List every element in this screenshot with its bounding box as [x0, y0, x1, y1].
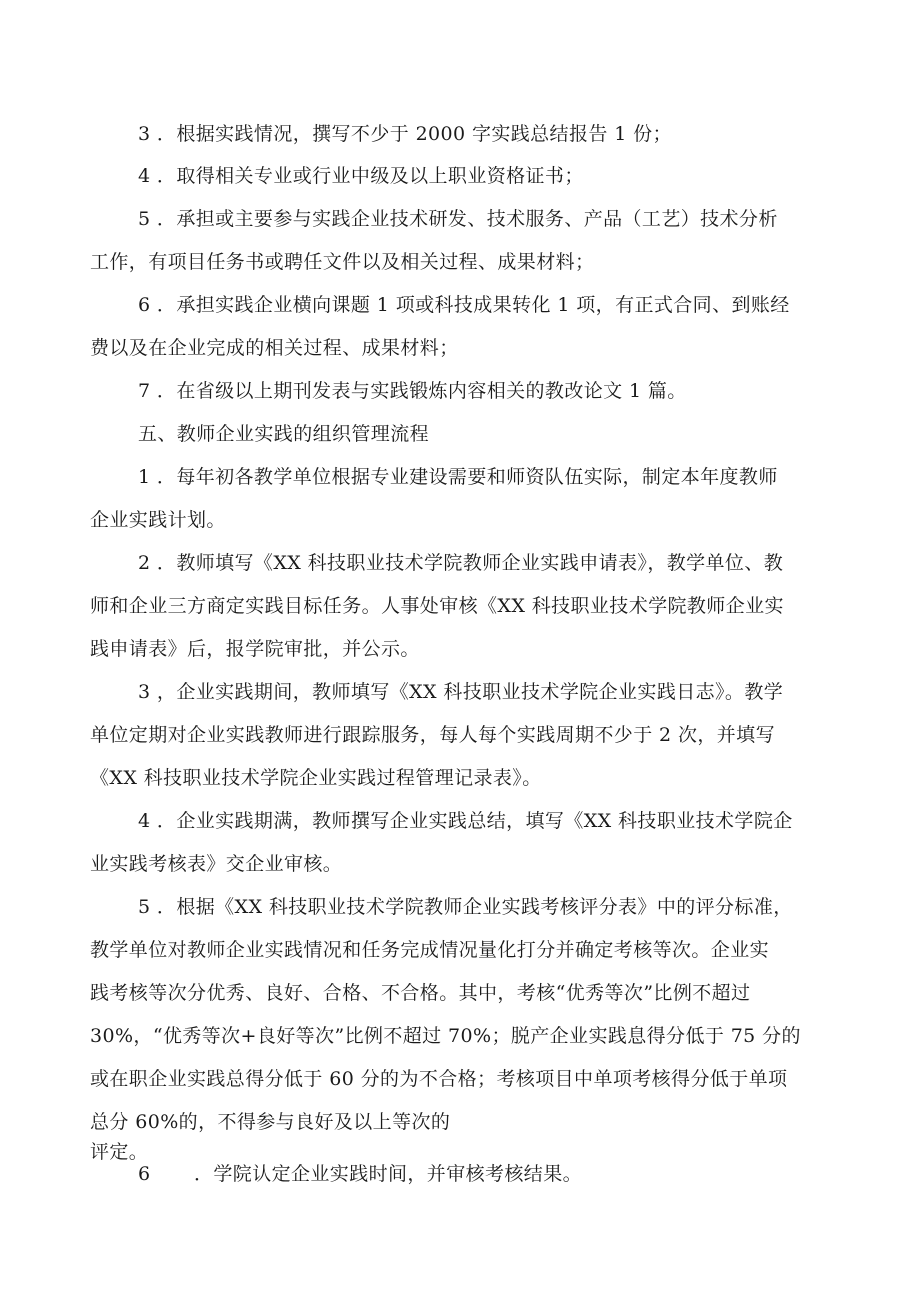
- text-line: 或在职企业实践总得分低于 60 分的为不合格；考核项目中单项考核得分低于单项: [90, 1068, 788, 1090]
- text-line: 《XX 科技职业技术学院企业实践过程管理记录表》。: [90, 767, 542, 789]
- text-line: 5 ．根据《XX 科技职业技术学院教师企业实践考核评分表》中的评分标准，: [138, 896, 793, 918]
- text-line: 6 ．承担实践企业横向课题 1 项或科技成果转化 1 项，有正式合同、到账经: [138, 294, 790, 316]
- text-line: 4 ．取得相关专业或行业中级及以上职业资格证书；: [138, 165, 584, 187]
- section-heading: 五、教师企业实践的组织管理流程: [138, 423, 430, 445]
- text-line: 单位定期对企业实践教师进行跟踪服务，每人每个实践周期不少于 2 次，并填写: [90, 724, 775, 746]
- text-line: 践申请表》后，报学院审批，并公示。: [90, 638, 420, 660]
- text-line: 企业实践计划。: [90, 509, 226, 531]
- text-line: 2 ．教师填写《XX 科技职业技术学院教师企业实践申请表》，教学单位、教: [138, 552, 784, 574]
- text-line: 3 ．根据实践情况，撰写不少于 2000 字实践总结报告 1 份；: [138, 123, 672, 145]
- text-line: 3 ，企业实践期间，教师填写《XX 科技职业技术学院企业实践日志》。教学: [138, 681, 784, 703]
- text-line: 业实践考核表》交企业审核。: [90, 853, 343, 875]
- text-line: 5 ．承担或主要参与实践企业技术研发、技术服务、产品（工艺）技术分析: [138, 208, 778, 230]
- text-line: 工作，有项目任务书或聘任文件以及相关过程、成果材料；: [90, 251, 595, 273]
- text-line: 1 ．每年初各教学单位根据专业建设需要和师资队伍实际，制定本年度教师: [138, 466, 778, 488]
- text-line: ．学院认定企业实践时间，并审核考核结果。: [194, 1163, 583, 1185]
- item-number: 6: [138, 1163, 151, 1185]
- text-line: 总分 60%的，不得参与良好及以上等次的: [90, 1111, 451, 1133]
- text-line: 30%，“优秀等次+良好等次”比例不超过 70%；脱产企业实践息得分低于 75 分的: [90, 1025, 801, 1047]
- text-line: 7 ．在省级以上期刊发表与实践锻炼内容相关的教改论文 1 篇。: [138, 380, 687, 402]
- text-line: 费以及在企业完成的相关过程、成果材料；: [90, 337, 459, 359]
- text-line: 评定。: [90, 1141, 149, 1163]
- text-line: 4 ．企业实践期满，教师撰写企业实践总结，填写《XX 科技职业技术学院企: [138, 810, 793, 832]
- text-line: 教学单位对教师企业实践情况和任务完成情况量化打分并确定考核等次。企业实: [90, 939, 770, 961]
- text-line: 师和企业三方商定实践目标任务。人事处审核《XX 科技职业技术学院教师企业实: [90, 595, 784, 617]
- text-line: 践考核等次分优秀、良好、合格、不合格。其中，考核“优秀等次”比例不超过: [90, 982, 751, 1004]
